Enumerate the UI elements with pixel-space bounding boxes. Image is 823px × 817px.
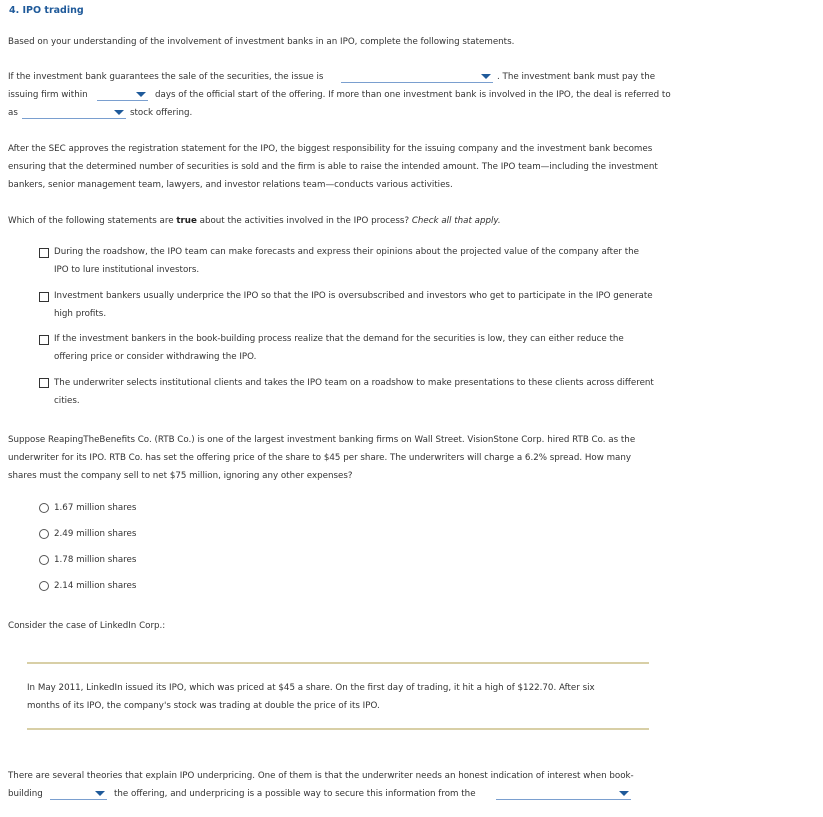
fill-line-1b: . The investment bank must pay the — [497, 72, 656, 82]
chevron-down-icon — [136, 92, 146, 97]
rtb-question-line-1: Suppose ReapingTheBenefits Co. (RTB Co.) is one of the largest investment banking firms on Wall Street. VisionStone Corp. hired RTB Co. as the — [8, 435, 636, 445]
radio-option-1-label: 1.67 million shares — [54, 503, 137, 513]
check-option-4-line-2: cities. — [54, 396, 80, 406]
check-option-2-line-2: high profits. — [54, 309, 107, 319]
sec-paragraph-line-3: bankers, senior management team, lawyers, and investor relations team—conducts various activities. — [8, 180, 453, 190]
case-top-divider — [27, 662, 649, 664]
fill-line-1a: If the investment bank guarantees the sale of the securities, the issue is — [8, 72, 324, 82]
chevron-down-icon — [481, 74, 491, 79]
information-source-dropdown[interactable] — [496, 788, 631, 800]
theory-line-1: There are several theories that explain IPO underpricing. One of them is that the underwriter needs an honest indication of interest when book- — [8, 771, 634, 781]
chevron-down-icon — [95, 791, 105, 796]
fill-line-2b: days of the official start of the offering. If more than one investment bank is involved in the IPO, the deal is referred to — [155, 90, 671, 100]
offering-type-dropdown[interactable] — [22, 107, 126, 119]
radio-option-4-label: 2.14 million shares — [54, 581, 137, 591]
checkbox-option-1[interactable] — [39, 248, 49, 258]
check-option-3-line-1: If the investment bankers in the book-building process realize that the demand for the securities is low, they can either reduce the — [54, 334, 624, 344]
rtb-question-line-2: underwriter for its IPO. RTB Co. has set the offering price of the share to $45 per share. The underwriters will charge a 6.2% spread. How many — [8, 453, 632, 463]
checkbox-option-3[interactable] — [39, 335, 49, 345]
sec-paragraph-line-2: ensuring that the determined number of securities is sold and the firm is able to raise the intended amount. The IPO team—including the investment — [8, 162, 658, 172]
radio-option-4[interactable] — [39, 581, 49, 591]
radio-option-3[interactable] — [39, 555, 49, 565]
radio-option-1[interactable] — [39, 503, 49, 513]
book-building-dropdown[interactable] — [50, 788, 107, 800]
radio-option-2-label: 2.49 million shares — [54, 529, 137, 539]
check-option-4-line-1: The underwriter selects institutional clients and takes the IPO team on a roadshow to make presentations to these clients across different — [54, 378, 654, 388]
theory-line-2b: the offering, and underpricing is a possible way to secure this information from the — [114, 789, 476, 799]
chevron-down-icon — [114, 110, 124, 115]
check-option-1-line-2: IPO to lure institutional investors. — [54, 265, 200, 275]
days-dropdown[interactable] — [97, 89, 148, 101]
intro-text: Based on your understanding of the involvement of investment banks in an IPO, complete the following statements. — [8, 37, 515, 47]
linkedin-intro: Consider the case of LinkedIn Corp.: — [8, 621, 166, 631]
check-question-prompt: Which of the following statements are true about the activities involved in the IPO process? Check all that apply. — [8, 216, 501, 226]
case-bottom-divider — [27, 728, 649, 730]
fill-line-2a: issuing firm within — [8, 90, 88, 100]
chevron-down-icon — [619, 791, 629, 796]
check-option-1-line-1: During the roadshow, the IPO team can make forecasts and express their opinions about the projected value of the company after the — [54, 247, 640, 257]
issue-type-dropdown[interactable] — [341, 71, 493, 83]
radio-option-3-label: 1.78 million shares — [54, 555, 137, 565]
linkedin-case-line-2: months of its IPO, the company's stock was trading at double the price of its IPO. — [27, 701, 380, 711]
fill-line-3a: as — [8, 108, 18, 118]
fill-line-3b: stock offering. — [130, 108, 193, 118]
check-option-3-line-2: offering price or consider withdrawing the IPO. — [54, 352, 257, 362]
check-option-2-line-1: Investment bankers usually underprice the IPO so that the IPO is oversubscribed and investors who get to participate in the IPO generate — [54, 291, 653, 301]
rtb-question-line-3: shares must the company sell to net $75 million, ignoring any other expenses? — [8, 471, 353, 481]
theory-line-2a: building — [8, 789, 43, 799]
checkbox-option-2[interactable] — [39, 292, 49, 302]
question-title: 4. IPO trading — [9, 5, 84, 16]
checkbox-option-4[interactable] — [39, 378, 49, 388]
linkedin-case-line-1: In May 2011, LinkedIn issued its IPO, which was priced at $45 a share. On the first day of trading, it hit a high of $122.70. After six — [27, 683, 595, 693]
radio-option-2[interactable] — [39, 529, 49, 539]
sec-paragraph-line-1: After the SEC approves the registration statement for the IPO, the biggest responsibility for the issuing company and the investment bank becomes — [8, 144, 653, 154]
